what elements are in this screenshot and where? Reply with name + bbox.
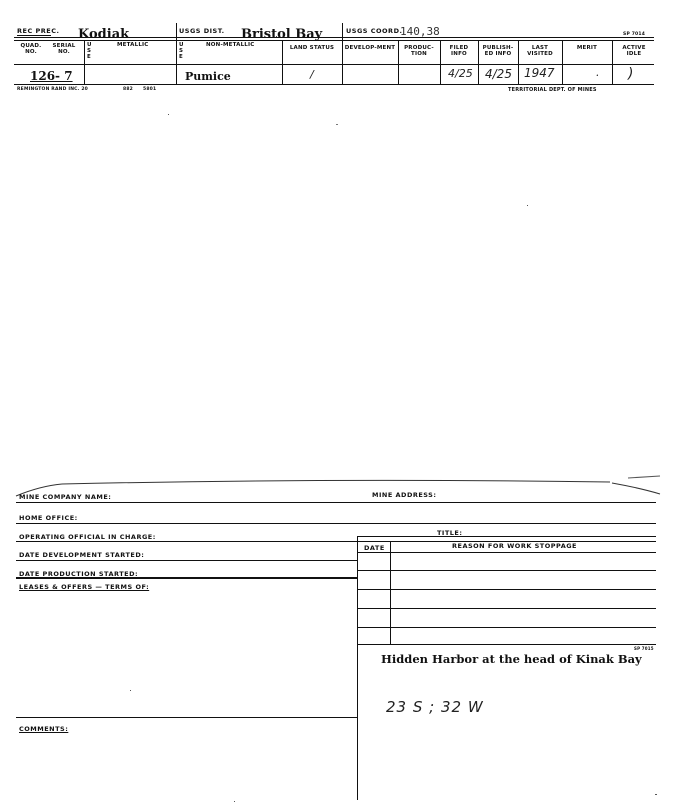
leases-label: LEASES & OFFERS — TERMS OF: — [19, 583, 150, 591]
usgs-coord-label: USGS COORD. — [346, 27, 403, 35]
scan-speck — [655, 794, 657, 795]
date-development-label: DATE DEVELOPMENT STARTED: — [19, 551, 145, 559]
reason-label: REASON FOR WORK STOPPAGE — [452, 542, 577, 550]
col-non-metallic: NON-METALLIC — [206, 42, 255, 48]
quad-serial-value: 126- 7 — [30, 69, 73, 83]
usgs-coord-value: 140,38 — [400, 25, 440, 38]
col-merit: MERIT — [576, 45, 598, 51]
scan-speck — [168, 114, 169, 115]
date-production-label: DATE PRODUCTION STARTED: — [19, 570, 139, 578]
scan-speck — [130, 690, 131, 691]
usgs-dist-value: Bristol Bay — [241, 27, 323, 42]
code-2: 5801 — [143, 87, 157, 92]
rec-prec-label: REC PREC. — [17, 27, 60, 35]
rec-prec-value: Kodiak — [78, 27, 130, 42]
scan-speck — [336, 124, 338, 125]
published-info-value: 4/25 — [485, 67, 512, 81]
title-label: TITLE: — [437, 529, 463, 537]
col-quad-no: QUAD. NO. — [20, 43, 42, 55]
col-filed-info: FILED INFO — [449, 45, 469, 57]
col-serial-no: SERIAL NO. — [52, 43, 76, 55]
col-last-visited: LAST VISITED — [527, 45, 553, 57]
last-visited-value: 1947 — [524, 66, 555, 80]
code-1: 882 — [123, 87, 133, 92]
col-use-2: U S E — [179, 42, 184, 60]
mine-company-label: MINE COMPANY NAME: — [19, 493, 112, 501]
comments-label: COMMENTS: — [19, 725, 69, 733]
operating-official-label: OPERATING OFFICIAL IN CHARGE: — [19, 533, 156, 541]
mine-address-label: MINE ADDRESS: — [372, 491, 437, 499]
scan-speck — [234, 801, 235, 802]
col-production: PRODUC-TION — [404, 45, 434, 57]
col-use-1: U S E — [87, 42, 92, 60]
merit-value: . — [596, 66, 600, 79]
form-number: SP 7014 — [623, 32, 646, 37]
filed-info-value: 4/25 — [448, 67, 473, 80]
location-text: Hidden Harbor at the head of Kinak Bay — [381, 652, 642, 666]
col-active-idle: ACTIVE IDLE — [622, 45, 646, 57]
col-published-info: PUBLISH-ED INFO — [482, 45, 514, 57]
home-office-label: HOME OFFICE: — [19, 514, 78, 522]
date-label: DATE — [364, 544, 385, 552]
form-number-2: SP 7015 — [634, 646, 654, 651]
non-metallic-value: Pumice — [185, 70, 231, 83]
township-text: 23 S ; 32 W — [386, 698, 484, 716]
active-idle-value: ) — [628, 66, 634, 82]
land-status-value: / — [310, 68, 314, 81]
col-metallic: METALLIC — [117, 42, 149, 48]
col-development: DEVELOP-MENT — [344, 45, 396, 51]
usgs-dist-label: USGS DIST. — [179, 27, 225, 35]
department-text: TERRITORIAL DEPT. OF MINES — [508, 87, 597, 93]
col-land-status: LAND STATUS — [289, 45, 335, 51]
printer-text: REMINGTON RAND INC. 20 — [17, 87, 88, 92]
scan-speck — [527, 205, 528, 206]
